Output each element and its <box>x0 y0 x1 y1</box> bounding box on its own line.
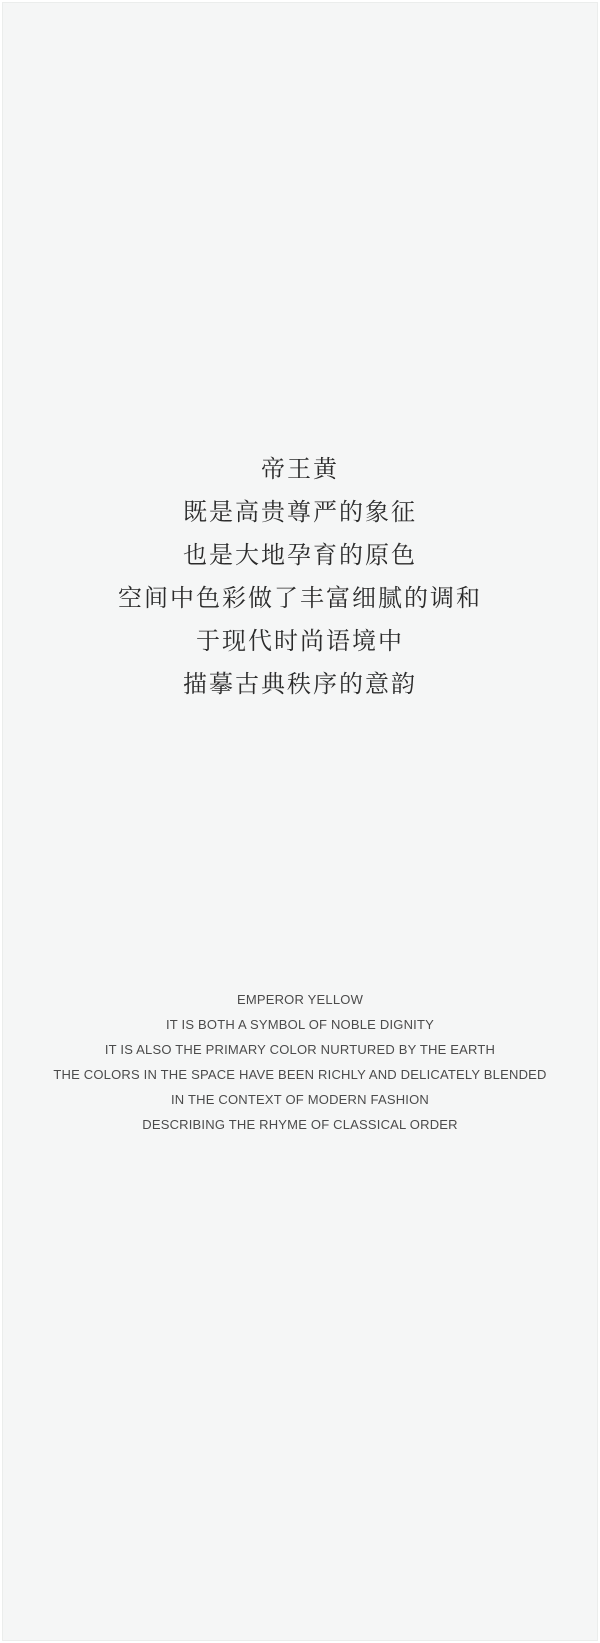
chinese-line: 既是高贵尊严的象征 <box>183 499 417 526</box>
english-line: THE COLORS IN THE SPACE HAVE BEEN RICHLY AND DELICATELY BLENDED <box>53 1067 547 1082</box>
chinese-text-block <box>3 448 597 706</box>
content-canvas <box>2 2 598 1641</box>
english-title: EMPEROR YELLOW <box>236 992 364 1007</box>
english-line: IT IS ALSO THE PRIMARY COLOR NURTURED BY THE EARTH <box>104 1042 496 1057</box>
chinese-line: 于现代时尚语境中 <box>196 628 404 655</box>
english-line: IN THE CONTEXT OF MODERN FASHION <box>171 1092 429 1107</box>
english-line: DESCRIBING THE RHYME OF CLASSICAL ORDER <box>142 1117 458 1132</box>
chinese-line: 描摹古典秩序的意韵 <box>183 671 417 698</box>
english-line: IT IS BOTH A SYMBOL OF NOBLE DIGNITY <box>166 1017 434 1032</box>
chinese-line: 也是大地孕育的原色 <box>183 542 417 569</box>
chinese-line: 空间中色彩做了丰富细腻的调和 <box>118 585 482 612</box>
chinese-title: 帝王黄 <box>261 456 339 483</box>
english-text-block <box>3 987 597 1137</box>
